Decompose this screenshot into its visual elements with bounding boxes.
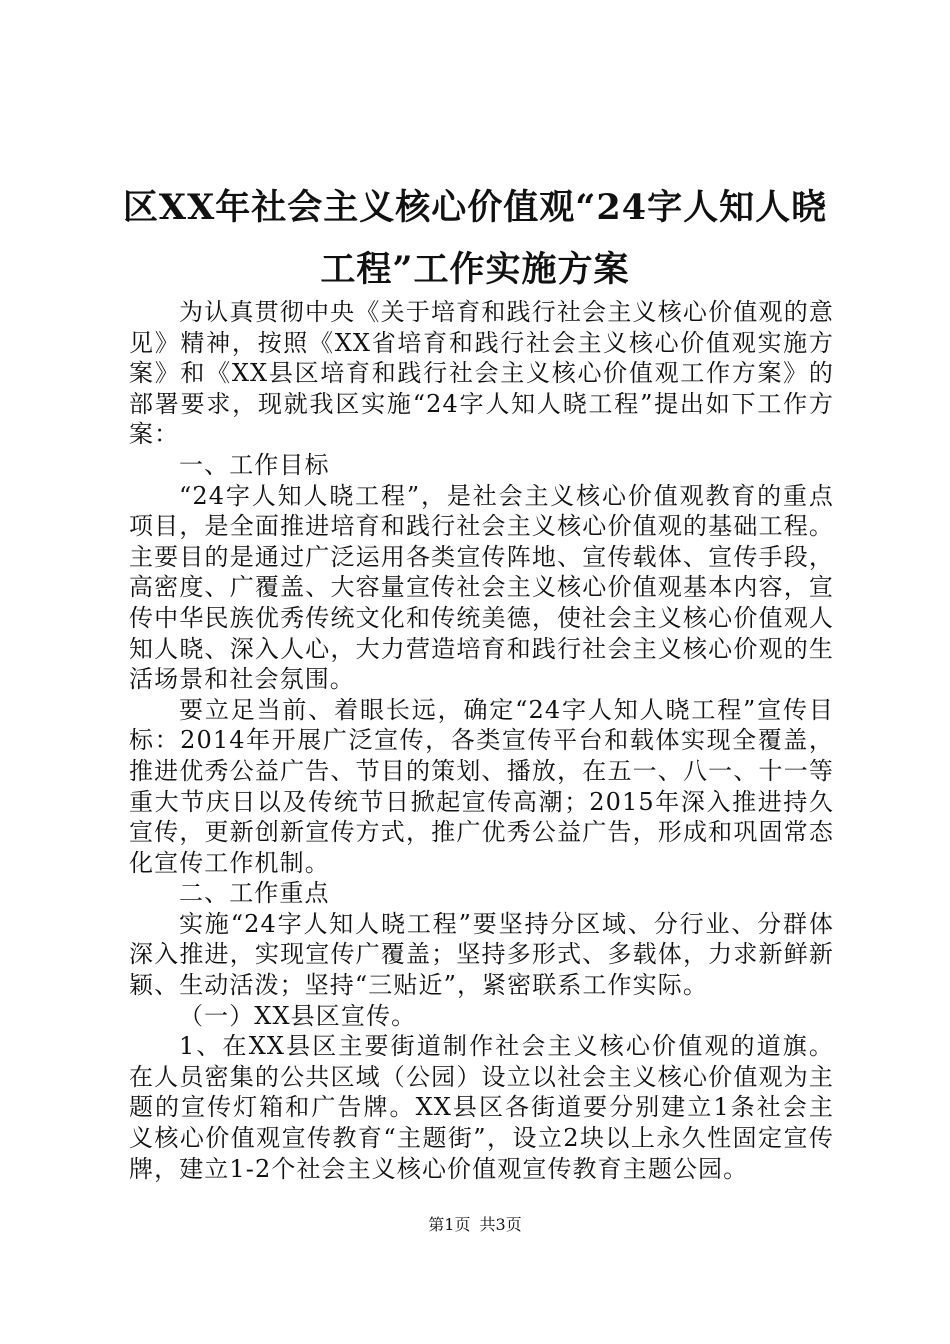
page-number-current: 第1页 xyxy=(428,1215,471,1234)
paragraph-focus-1: 实施“24字人知人晓工程”要坚持分区域、分行业、分群体深入推进，实现宣传广覆盖；坚持多形式、多载体，力求新鲜新颖、生动活泼；坚持“三贴近”，紧密联系工作实际。 xyxy=(129,909,834,1000)
subsection-heading-county: （一）XX县区宣传。 xyxy=(179,1001,417,1030)
paragraph-county-1: 1、在XX县区主要街道制作社会主义核心价值观的道旗。在人员密集的公共区域（公园）设立以社会主义核心价值观为主题的宣传灯箱和广告牌。XX县区各街道要分别建立1条社会主义核心价值观宣传教育“主题街”，设立2块以上永久性固定宣传牌，建立1-2个社会主义核心价值观宣传教育主题公园。 xyxy=(129,1032,834,1183)
document-title-line-1: 区XX年社会主义核心价值观“24字人知人晓 xyxy=(122,187,828,228)
section-heading-goals: 一、工作目标 xyxy=(179,450,330,479)
paragraph-intro: 为认真贯彻中央《关于培育和践行社会主义核心价值观的意见》精神，按照《XX省培育和践行社会主义核心价值观实施方案》和《XX县区培育和践行社会主义核心价值观工作方案》的部署要求，现就我区实施“24字人知人晓工程”提出如下工作方案： xyxy=(129,298,834,449)
section-heading-focus: 二、工作重点 xyxy=(179,879,330,908)
page-footer xyxy=(0,1212,950,1235)
document-title-line-2: 工程”工作实施方案 xyxy=(320,249,630,290)
document-body xyxy=(129,297,834,1184)
paragraph-goals-1: “24字人知人晓工程”，是社会主义核心价值观教育的重点项目，是全面推进培育和践行社会主义核心价值观的基础工程。主要目的是通过广泛运用各类宣传阵地、宣传载体、宣传手段，高密度、广覆盖、大容量宣传社会主义核心价值观基本内容，宣传中华民族优秀传统文化和传统美德，使社会主义核心价值观人知人晓、深入人心，大力营造培育和践行社会主义核心价观的生活场景和社会氛围。 xyxy=(129,481,834,694)
paragraph-goals-2: 要立足当前、着眼长远，确定“24字人知人晓工程”宣传目标：2014年开展广泛宣传，各类宣传平台和载体实现全覆盖，推进优秀公益广告、节目的策划、播放，在五一、八一、十一等重大节庆日以及传统节日掀起宣传高潮；2015年深入推进持久宣传，更新创新宣传方式，推广优秀公益广告，形成和巩固常态化宣传工作机制。 xyxy=(129,695,834,877)
page-number-total: 共3页 xyxy=(479,1215,522,1234)
